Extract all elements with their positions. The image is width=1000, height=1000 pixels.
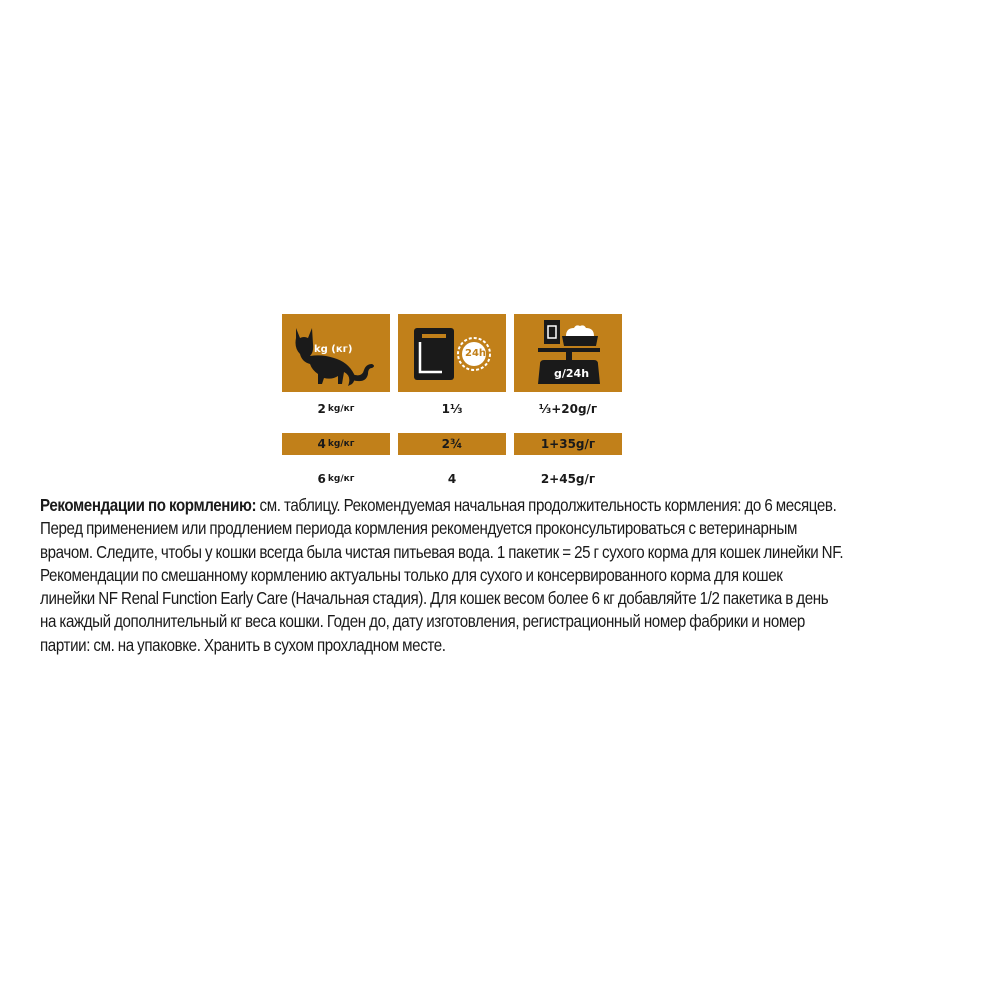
instructions-line: партии: см. на упаковке. Хранить в сухом прохладном месте.: [40, 634, 446, 655]
instructions-line: на каждый дополнительный кг веса кошки. Годен до, дату изготовления, регистрационный номер фабрики и номер: [40, 611, 805, 632]
weight-cell: [282, 398, 390, 420]
weight-unit: kg/кг: [327, 439, 355, 449]
instructions-line-text: см. таблицу. Рекомендуемая начальная продолжительность кормления: до 6 месяцев.: [256, 495, 837, 515]
feeding-table-header: [282, 314, 622, 392]
mixed-cell: 2+45g/г: [540, 472, 596, 486]
pouches-cell: 4: [447, 472, 457, 486]
weight-value: 6: [317, 472, 326, 486]
feeding-instructions-text: [40, 494, 844, 657]
table-row: [282, 468, 622, 490]
table-row: [282, 433, 622, 455]
mixed-cell: 1+35g/г: [514, 433, 622, 455]
instructions-line: Рекомендации по смешанному кормлению актуальны только для сухого и консервированного корма для кошек: [40, 564, 783, 585]
food-pouch-24h-icon: [398, 314, 506, 392]
pouches-cell: 2¾: [398, 433, 506, 455]
instructions-lead: Рекомендации по кормлению:: [40, 495, 257, 515]
instructions-line: врачом. Следите, чтобы у кошки всегда была чистая питьевая вода. 1 пакетик = 25 г сухого корма для кошек линейки NF.: [40, 541, 844, 562]
header-daily-pouches: [398, 314, 506, 392]
weight-unit: kg/кг: [327, 474, 355, 484]
scale-with-food-icon: [514, 314, 622, 392]
weight-value: 4: [317, 437, 326, 451]
instructions-line: [40, 494, 840, 517]
header-mixed-feeding: [514, 314, 622, 392]
header-cat-weight: [282, 314, 390, 392]
weight-cell: [282, 468, 390, 490]
instructions-line: линейки NF Renal Function Early Care (Начальная стадия). Для кошек весом более 6 кг добавляйте 1/2 пакетика в день: [40, 588, 829, 609]
pouches-cell: 1⅓: [441, 402, 463, 416]
instructions-line: Перед применением или продлением периода кормления рекомендуется проконсультироваться с ветеринарным: [40, 518, 798, 539]
table-row: [282, 398, 622, 420]
header-weight-label: kg (кг): [314, 344, 353, 355]
weight-value: 2: [317, 402, 326, 416]
feeding-table: [282, 314, 622, 486]
header-g24h-label: g/24h: [554, 367, 590, 380]
mixed-cell: ⅓+20g/г: [538, 402, 598, 416]
weight-unit: kg/кг: [327, 404, 355, 414]
header-24h-label: 24h: [465, 348, 487, 359]
weight-cell: [282, 433, 390, 455]
